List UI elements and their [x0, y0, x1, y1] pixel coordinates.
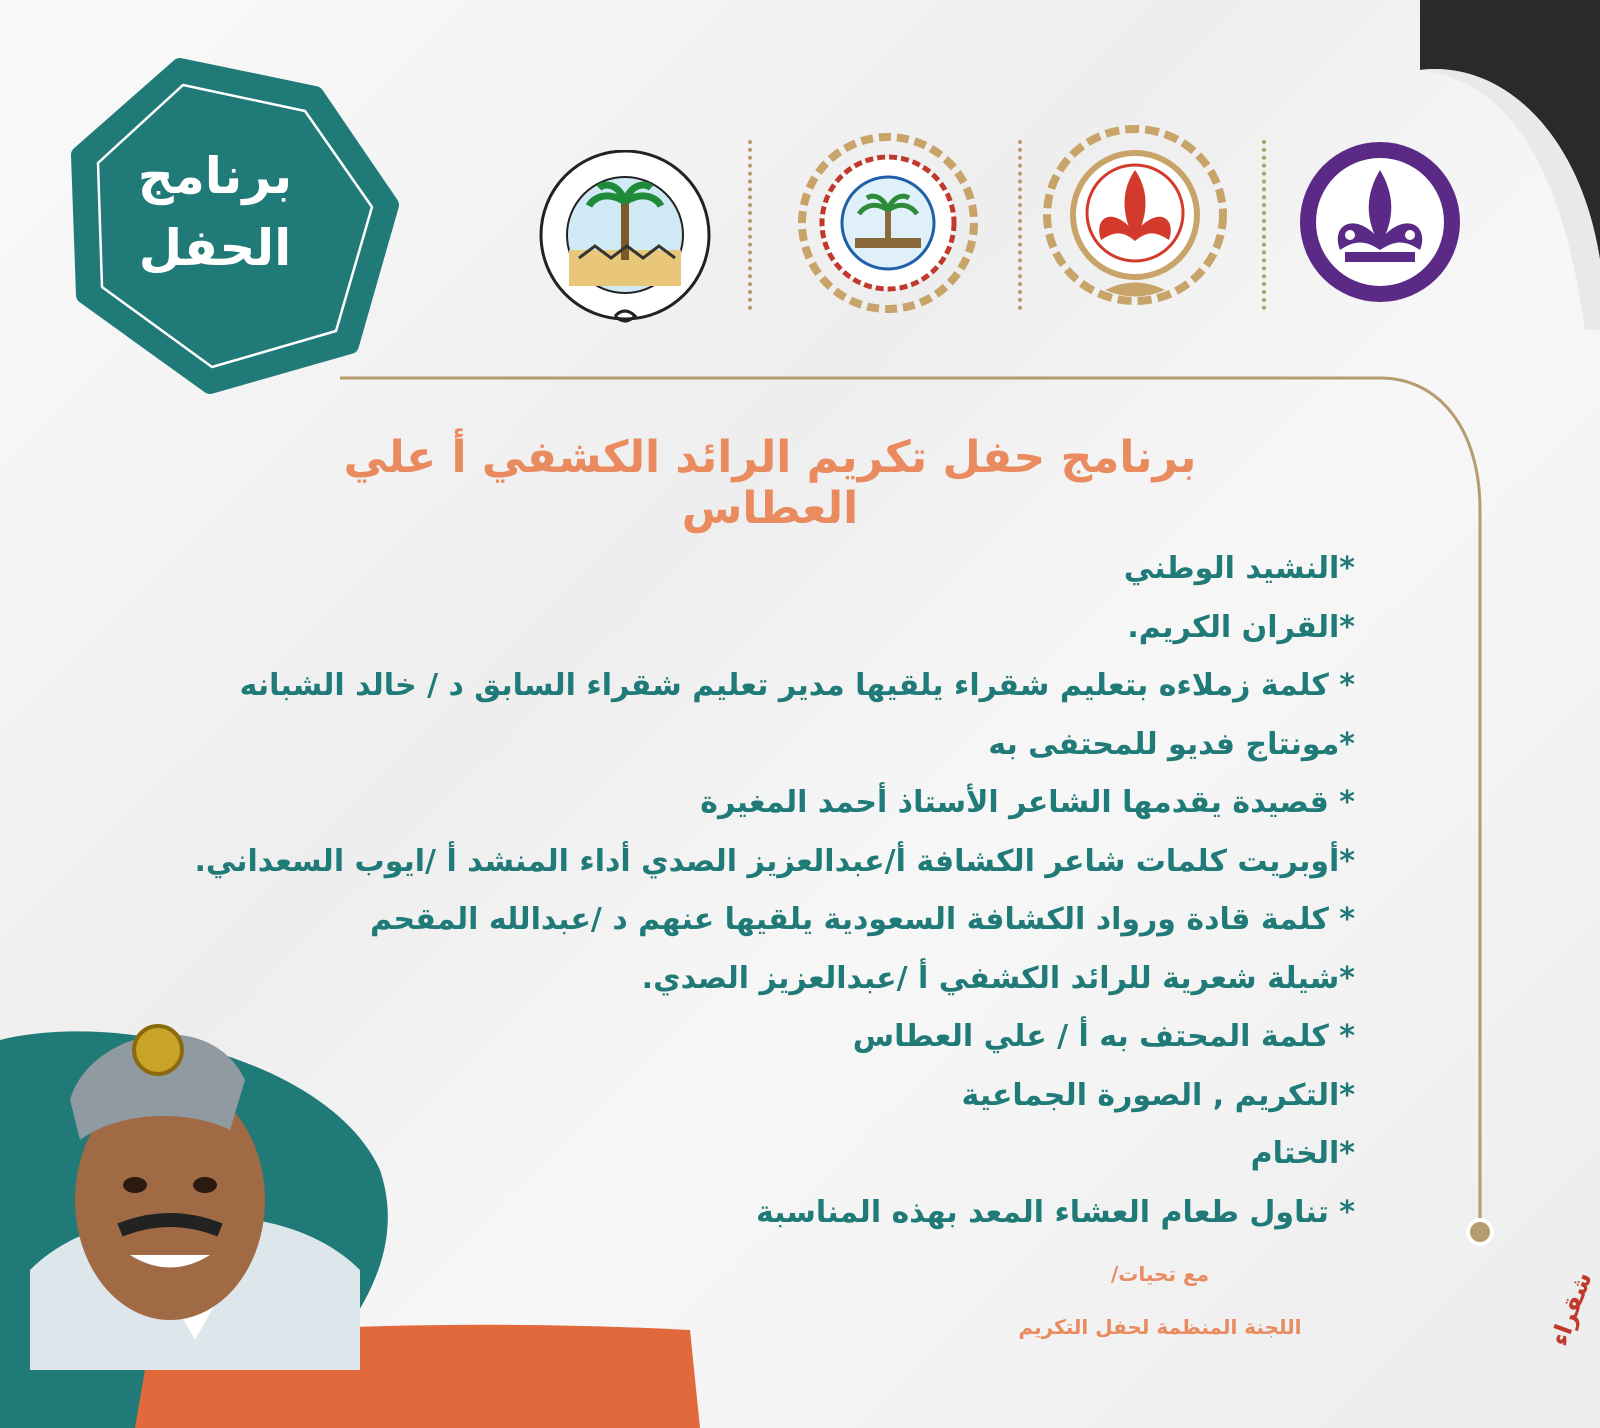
list-item: *الختام: [1250, 1136, 1355, 1171]
list-item: * تناول طعام العشاء المعد بهذه المناسبة: [755, 1194, 1355, 1230]
regards-label: مع تحيات/: [1110, 1262, 1209, 1286]
logo-divider: [1018, 140, 1026, 310]
scout-pioneers-emblem: [1035, 125, 1235, 315]
logo-divider: [748, 140, 756, 310]
badge-line-2: الحفل: [138, 219, 292, 277]
logo-divider: [1262, 140, 1270, 310]
list-item: * كلمة قادة ورواد الكشافة السعودية يلقيها عنهم د /عبدالله المقحم: [370, 902, 1355, 937]
world-scout-emblem: [1295, 140, 1475, 310]
committee-label: اللجنة المنظمة لحفل التكريم: [1018, 1315, 1302, 1339]
badge-line-1: برنامج: [137, 147, 293, 205]
list-item: *شيلة شعرية للرائد الكشفي أ /عبدالعزيز الصدي.: [641, 960, 1355, 996]
saudi-arabian-scouts-association-logo: [535, 150, 715, 330]
list-item: *أوبريت كلمات شاعر الكشافة أ/عبدالعزيز الصدي أداء المنشد أ /ايوب السعداني.: [194, 843, 1355, 879]
list-item: *النشيد الوطني: [1123, 551, 1355, 586]
honoree-portrait: [30, 1010, 360, 1370]
program-title: برنامج حفل تكريم الرائد الكشفي أ علي العطاس: [343, 432, 1197, 534]
list-item: *مونتاج فديو للمحتفى به: [988, 726, 1355, 762]
badge-label: [90, 140, 340, 284]
list-item: *التكريم , الصورة الجماعية: [961, 1077, 1355, 1113]
watermark: شقراء: [1545, 1268, 1598, 1350]
list-item: *القران الكريم.: [1127, 609, 1355, 645]
list-item: * قصيدة يقدمها الشاعر الأستاذ أحمد المغيرة: [700, 785, 1355, 820]
list-item: * كلمة زملاءه بتعليم شقراء يلقيها مدير تعليم شقراء السابق د / خالد الشبانه: [239, 668, 1355, 703]
list-item: * كلمة المحتف به أ / علي العطاس: [852, 1019, 1355, 1054]
saudi-scout-pioneers-league-logo: [793, 130, 983, 320]
